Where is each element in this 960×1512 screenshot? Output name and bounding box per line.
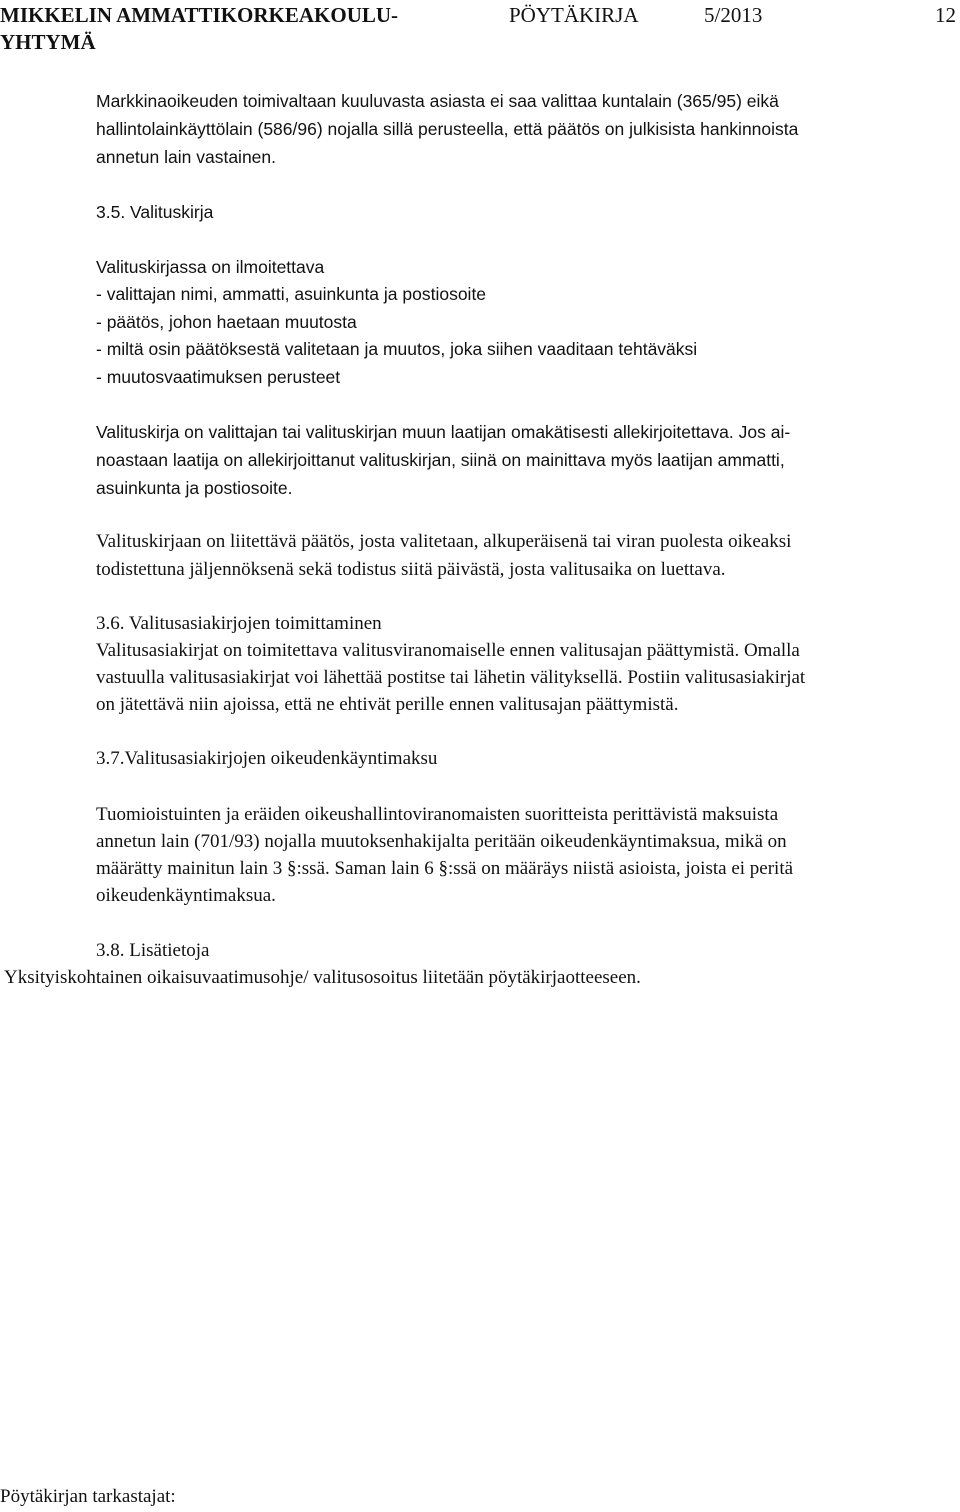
document-type: PÖYTÄKIRJA [509,3,639,27]
section-heading-3-8: 3.8. Lisätietoja [96,940,210,961]
organization-name-line1: MIKKELIN AMMATTIKORKEAKOULU- [0,3,399,27]
section-3-8-line: Yksityiskohtainen oikaisuvaatimusohje/ valitusosoitus liitetään pöytäkirjaotteeseen. [4,967,641,988]
section-heading-3-6: 3.6. Valitusasiakirjojen toimittaminen [96,613,382,634]
signature-paragraph-line: Valituskirja on valittajan tai valituskirjan muun laatijan omakätisesti allekirjoitettava. Jos ai- [96,422,791,442]
list-item: - valittajan nimi, ammatti, asuinkunta ja postiosoite [96,284,487,304]
section-3-6-line: vastuulla valitusasiakirjat voi lähettää postitse tai lähetin välityksellä. Postiin valitusasiakirjat [96,667,806,688]
section-3-7-line: annetun lain (701/93) nojalla muutoksenhakijalta peritään oikeudenkäyntimaksua, mikä on [96,831,787,852]
organization-name [0,2,398,56]
section-3-6-line: Valitusasiakirjat on toimitettava valitusviranomaiselle ennen valitusajan päättymistä. Omalla [96,640,800,661]
signature-paragraph-line: asuinkunta ja postiosoite. [96,478,293,498]
section-heading-3-5: 3.5. Valituskirja [96,202,214,222]
intro-line: hallintolainkäyttölain (586/96) nojalla sillä perusteella, että päätös on julkisista hankinnoista [96,119,799,139]
intro-line: annetun lain vastainen. [96,147,276,167]
section-heading-3-7: 3.7.Valitusasiakirjojen oikeudenkäyntimaksu [96,748,438,769]
list-item: - muutosvaatimuksen perusteet [96,367,341,387]
organization-name-line2: YHTYMÄ [0,30,96,54]
document-number: 5/2013 [704,3,763,27]
section-3-7-line: Tuomioistuinten ja eräiden oikeushallintoviranomaisten suoritteista perittävistä maksuista [96,804,779,825]
section-3-7-line: oikeudenkäyntimaksua. [96,885,276,906]
intro-line: Markkinaoikeuden toimivaltaan kuuluvasta asiasta ei saa valittaa kuntalain (365/95) eikä [96,91,779,111]
attachment-paragraph-line: Valituskirjaan on liitettävä päätös, josta valitetaan, alkuperäisenä tai viran puolesta oikeaksi [96,531,792,552]
section-3-7-line: määrätty mainitun lain 3 §:ssä. Saman lain 6 §:ssä on määräys niistä asioista, joista ei peritä [96,858,794,879]
attachment-paragraph-line: todistettuna jäljennöksenä sekä todistus siitä päivästä, josta valitusaika on luettava. [96,559,726,580]
signature-paragraph-line: noastaan laatija on allekirjoittanut valituskirjan, siinä on mainittava myös laatijan ammatti, [96,450,785,470]
list-item: - päätös, johon haetaan muutosta [96,312,357,332]
list-item: Valituskirjassa on ilmoitettava [96,257,325,277]
footer-reviewers-label: Pöytäkirjan tarkastajat: [0,1486,176,1507]
list-item: - miltä osin päätöksestä valitetaan ja muutos, joka siihen vaaditaan tehtäväksi [96,339,698,359]
page-number: 12 [935,3,956,27]
section-3-6-line: on jätettävä niin ajoissa, että ne ehtivät perille ennen valitusajan päättymistä. [96,694,679,715]
